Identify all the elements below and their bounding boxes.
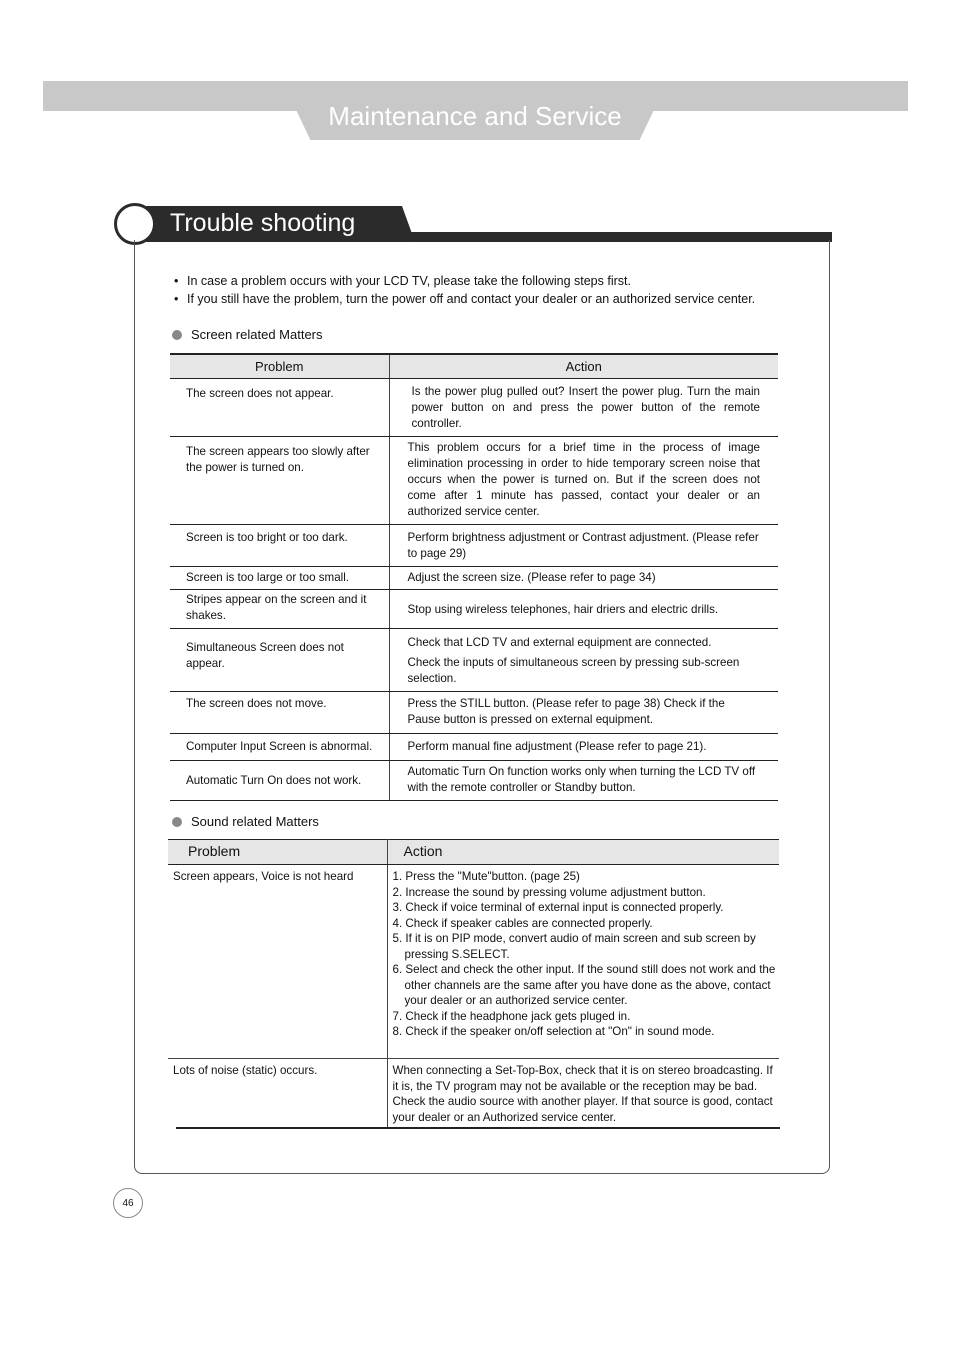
problem-cell: Simultaneous Screen does not appear.: [170, 629, 389, 692]
action-cell: Stop using wireless telephones, hair driers and electric drills.: [389, 590, 778, 629]
section-title: Trouble shooting: [170, 209, 356, 237]
action-cell: Adjust the screen size. (Please refer to page 34): [389, 567, 778, 590]
action-cell: Automatic Turn On function works only when turning the LCD TV off with the remote controller or Standby button.: [389, 761, 778, 801]
action-step: 6. Select and check the other input. If the sound still does not work and the other channels are the same after you have done as the above, contact your dealer or an authorized service center.: [392, 963, 776, 1007]
problem-cell: The screen appears too slowly after the power is turned on.: [170, 437, 389, 525]
table-header-row: [168, 840, 779, 865]
action-step: 7. Check if the headphone jack gets pluged in.: [392, 1009, 631, 1023]
action-cell: Perform manual fine adjustment (Please refer to page 21).: [389, 734, 778, 761]
page-title: Maintenance and Service: [328, 101, 622, 131]
intro-item: • If you still have the problem, turn the power off and contact your dealer or an authorized service center.: [172, 290, 802, 308]
action-header: Action: [389, 354, 778, 379]
table-row: [170, 590, 778, 629]
problem-cell: Automatic Turn On does not work.: [170, 761, 389, 801]
action-cell: [387, 865, 779, 1059]
problem-cell: Stripes appear on the screen and it shakes.: [170, 590, 389, 629]
table-header-row: [170, 354, 778, 379]
problem-cell: Screen appears, Voice is not heard: [168, 865, 387, 1059]
action-step: 8. Check if the speaker on/off selection at "On" in sound mode.: [392, 1025, 715, 1038]
table-row: [170, 734, 778, 761]
table-row: [170, 567, 778, 590]
page-number: 46: [113, 1188, 143, 1218]
problem-cell: The screen does not move.: [170, 692, 389, 734]
intro-item: • In case a problem occurs with your LCD TV, please take the following steps first.: [172, 272, 802, 290]
section-circle-icon: [114, 203, 156, 245]
screen-trouble-table: [170, 353, 778, 801]
intro-list: [172, 272, 802, 308]
action-header: Action: [387, 840, 779, 865]
action-step: 4. Check if speaker cables are connected properly.: [392, 916, 653, 930]
screen-heading-text: Screen related Matters: [191, 327, 323, 342]
screen-section-heading: [172, 327, 323, 343]
problem-cell: Screen is too bright or too dark.: [170, 525, 389, 567]
problem-cell: Computer Input Screen is abnormal.: [170, 734, 389, 761]
action-list: [393, 869, 778, 1040]
bullet-circle-icon: [172, 330, 182, 340]
table-bottom-rule: [176, 1127, 780, 1129]
sound-section-heading: [172, 814, 319, 830]
action-step: 5. If it is on PIP mode, convert audio of main screen and sub screen by pressing S.SELECT.: [392, 932, 756, 961]
problem-cell: The screen does not appear.: [170, 379, 389, 437]
table-row: [170, 692, 778, 734]
sound-trouble-table: [168, 839, 779, 1129]
problem-cell: Screen is too large or too small.: [170, 567, 389, 590]
action-paragraph: Check that LCD TV and external equipment are connected.: [407, 636, 712, 649]
action-step: 3. Check if voice terminal of external input is connected properly.: [392, 901, 724, 914]
action-step: 2. Increase the sound by pressing volume adjustment button.: [392, 885, 706, 899]
action-step: 1. Press the "Mute"button. (page 25): [392, 870, 580, 883]
action-cell: When connecting a Set-Top-Box, check that it is on stereo broadcasting. If it is, the TV program may not be available or the reception may be bad. Check the audio source with another player. If that source is good, contact your dealer or an Authorized service center.: [392, 1064, 773, 1124]
table-row: [168, 865, 779, 1059]
table-row: [170, 525, 778, 567]
table-row: [168, 1059, 779, 1130]
problem-header: Problem: [170, 354, 389, 379]
table-row: [170, 437, 778, 525]
action-paragraph: Check the inputs of simultaneous screen by pressing sub-screen selection.: [407, 656, 740, 685]
problem-header: Problem: [168, 840, 387, 865]
action-cell: Press the STILL button. (Please refer to page 38) Check if the Pause button is pressed on external equipment.: [389, 692, 778, 734]
problem-cell: Lots of noise (static) occurs.: [168, 1059, 387, 1130]
bullet-circle-icon: [172, 817, 182, 827]
table-row: [170, 761, 778, 801]
table-row: [170, 629, 778, 692]
action-cell: This problem occurs for a brief time in the process of image elimination processing in order to hide temporary screen noise that occurs when the power is turned on. But if the screen does not come after 1 minute has passed, contact your dealer or an authorized service center.: [389, 437, 778, 525]
action-cell: Is the power plug pulled out? Insert the power plug. Turn the main power button on and press the power button of the remote controller.: [389, 379, 778, 437]
action-cell: [389, 629, 778, 692]
sound-heading-text: Sound related Matters: [191, 814, 319, 829]
action-cell: Perform brightness adjustment or Contrast adjustment. (Please refer to page 29): [389, 525, 778, 567]
table-row: [170, 379, 778, 437]
